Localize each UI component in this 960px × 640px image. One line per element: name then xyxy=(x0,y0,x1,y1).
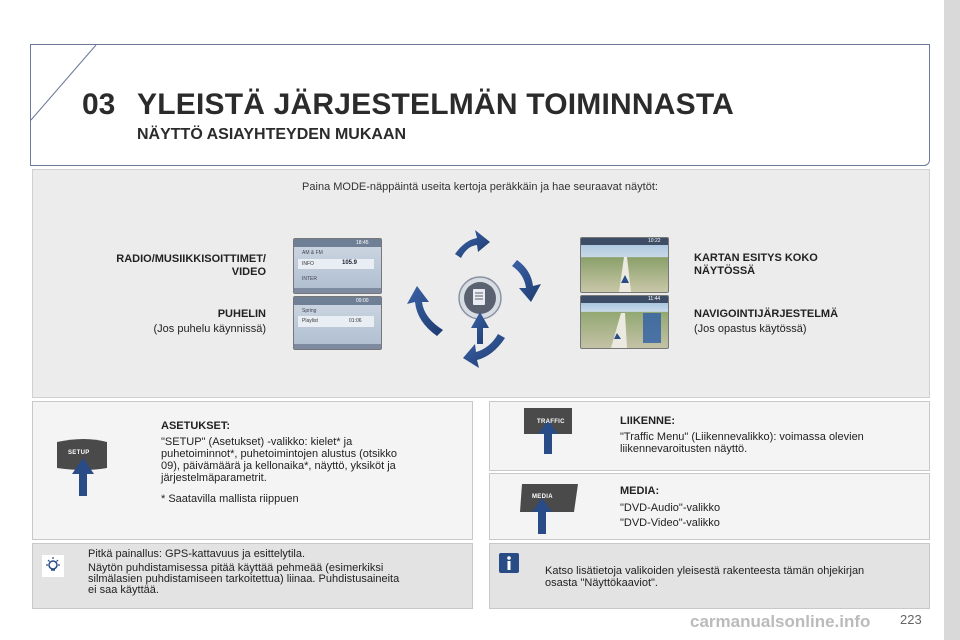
tip-paragraph xyxy=(88,563,466,596)
map-screen-time: 10:22 xyxy=(648,238,661,244)
radio-screen-time: 18:45 xyxy=(356,240,369,246)
setup-button-graphic xyxy=(55,438,115,500)
radio-screen-info: INFO xyxy=(302,261,314,267)
radio-screen-station: INTER xyxy=(302,276,317,282)
map-label-line1: KARTAN ESITYS KOKO xyxy=(694,252,818,264)
setup-line-4: järjestelmäparametrit. xyxy=(161,472,267,484)
media-line-2: "DVD-Video"-valikko xyxy=(620,517,720,529)
radio-screen-band: AM & FM xyxy=(302,250,323,256)
radio-label-line2: VIDEO xyxy=(231,266,266,278)
setup-line-2: puhetoiminnot*, puhetoimintojen alustus (otsikko xyxy=(161,448,398,460)
info-icon xyxy=(499,553,519,573)
setup-button-label: SETUP xyxy=(68,450,90,456)
setup-description xyxy=(161,436,461,484)
navigation-road-graphic xyxy=(581,303,668,348)
media-button-label: MEDIA xyxy=(532,494,553,500)
page-edge-stripe xyxy=(944,0,960,640)
radio-screen-thumbnail xyxy=(293,238,382,294)
media-heading: MEDIA: xyxy=(620,485,660,497)
navigation-screen-thumbnail xyxy=(580,295,669,349)
phone-note: (Jos puhelu käynnissä) xyxy=(153,323,266,335)
phone-screen-duration: 01:06 xyxy=(349,318,362,324)
cycle-arrow-right xyxy=(512,260,541,302)
traffic-heading: LIIKENNE: xyxy=(620,415,675,427)
navigation-screen-time: 11:44 xyxy=(648,296,661,302)
mode-instruction: Paina MODE-näppäintä useita kertoja peräkkäin ja hae seuraavat näytöt: xyxy=(302,181,658,193)
info-line-1: Katso lisätietoja valikoiden yleisestä rakenteesta tämän ohjekirjan xyxy=(545,565,865,577)
phone-screen-track: Spring xyxy=(302,308,317,314)
radio-screen-frequency: 105.9 xyxy=(342,260,358,266)
radio-label-line1: RADIO/MUSIIKKISOITTIMET/ xyxy=(116,253,266,265)
media-button-graphic xyxy=(518,482,582,536)
phone-screen-time: 09:00 xyxy=(356,298,369,304)
tip-line-1: Pitkä painallus: GPS-kattavuus ja esittelytila. xyxy=(88,548,306,560)
page-number: 223 xyxy=(900,612,922,627)
cycle-arrow-top xyxy=(455,230,490,258)
traffic-line-2: liikennevaroitusten näyttö. xyxy=(620,443,748,455)
chapter-number: 03 xyxy=(82,88,116,121)
tip-para-line-1: Näytön puhdistamisessa pitää käyttää pehmeää (esimerkiksi xyxy=(88,562,384,574)
map-road-graphic xyxy=(581,245,668,292)
navigation-label: NAVIGOINTIJÄRJESTELMÄ xyxy=(694,308,839,320)
setup-line-1: "SETUP" (Asetukset) -valikko: kielet* ja xyxy=(161,436,353,448)
navigation-note: (Jos opastus käytössä) xyxy=(694,323,807,335)
phone-screen-playlist: Playlist xyxy=(302,318,318,324)
map-label-line2: NÄYTÖSSÄ xyxy=(694,265,756,277)
setup-heading: ASETUKSET: xyxy=(161,420,231,432)
traffic-line-1: "Traffic Menu" (Liikennevalikko): voimassa olevien xyxy=(620,431,864,443)
map-screen-thumbnail xyxy=(580,237,669,293)
traffic-description xyxy=(620,431,920,455)
page-subtitle: NÄYTTÖ ASIAYHTEYDEN MUKAAN xyxy=(137,126,407,143)
cycle-arrow-bottom xyxy=(463,334,505,368)
media-description xyxy=(620,501,720,531)
page-title: YLEISTÄ JÄRJESTELMÄN TOIMINNASTA xyxy=(137,88,734,121)
media-line-1: "DVD-Audio"-valikko xyxy=(620,502,721,514)
lightbulb-icon xyxy=(42,555,64,577)
info-text xyxy=(545,565,925,589)
mode-cycle-diagram xyxy=(395,218,565,378)
setup-line-3: 09), päivämäärä ja kellonaika*, näyttö, yksiköt ja xyxy=(161,460,396,472)
map-label xyxy=(694,252,894,278)
tip-para-line-3: ei saa käyttää. xyxy=(88,584,159,596)
phone-screen-thumbnail xyxy=(293,296,382,350)
cycle-arrow-left xyxy=(407,286,443,336)
watermark: carmanualsonline.info xyxy=(690,612,871,631)
setup-footnote: * Saatavilla mallista riippuen xyxy=(161,493,299,505)
tip-para-line-2: silmälasien puhdistamiseen tarkoitettua) liinaa. Puhdistusaineita xyxy=(88,573,400,585)
traffic-button-graphic xyxy=(520,406,580,456)
traffic-button-label: TRAFFIC xyxy=(537,419,565,425)
phone-label: PUHELIN xyxy=(217,308,266,320)
info-line-2: osasta "Näyttökaaviot". xyxy=(545,577,658,589)
radio-label xyxy=(60,253,266,279)
